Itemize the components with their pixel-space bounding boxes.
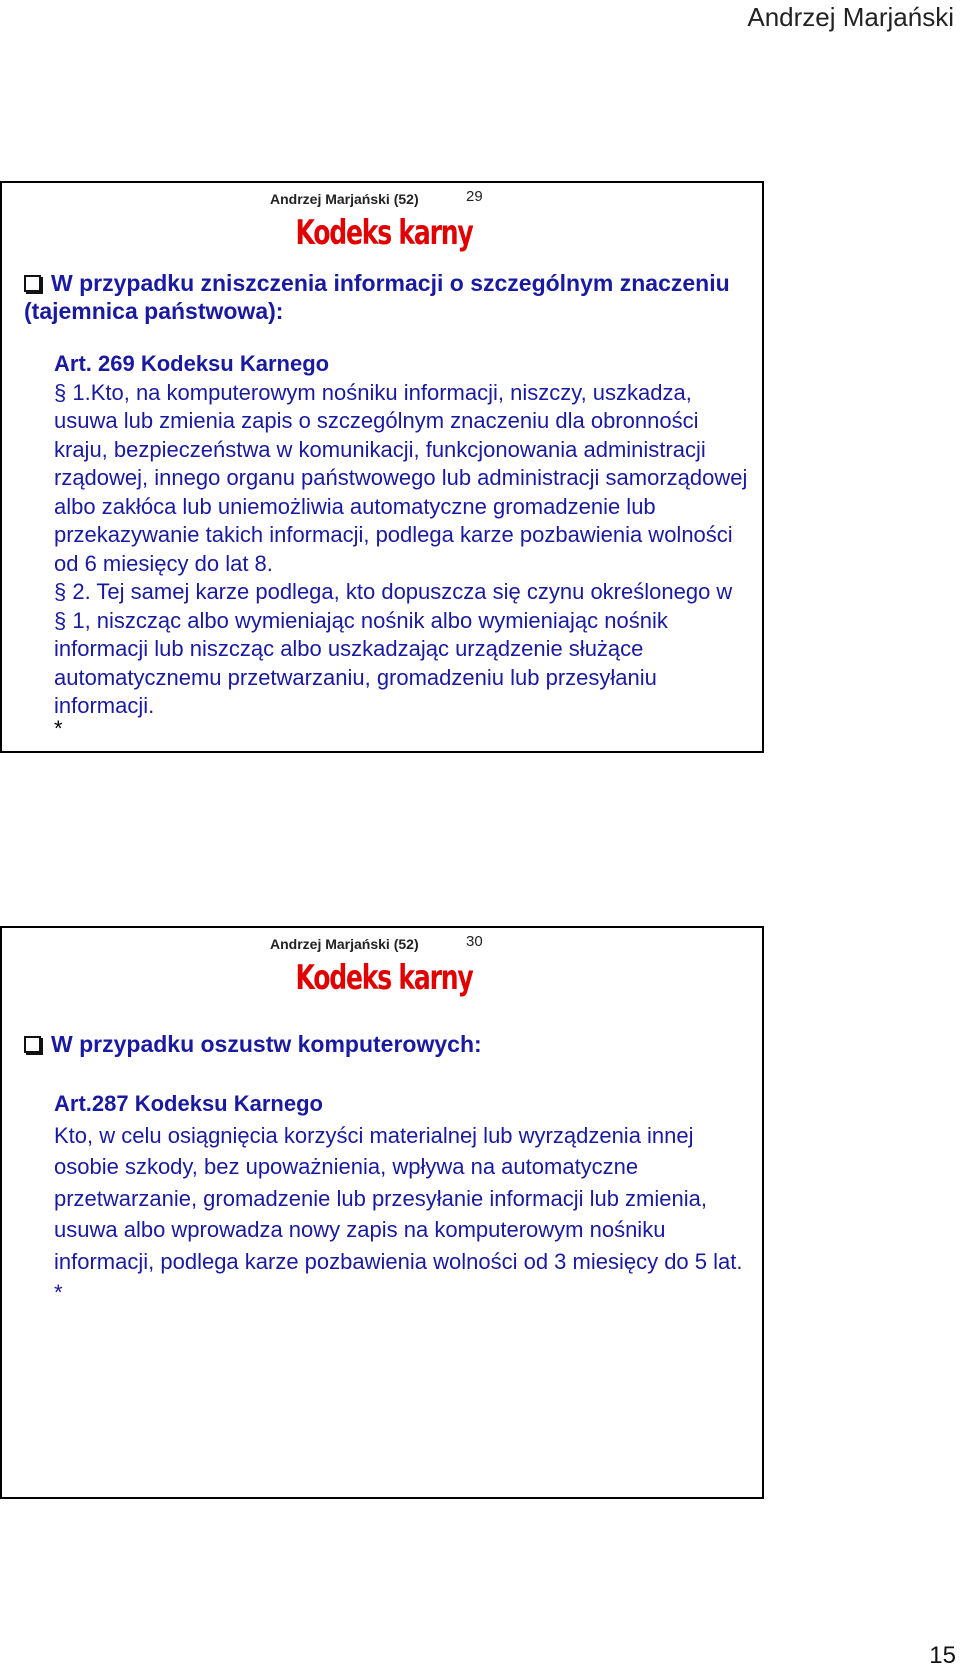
page-number: 15 xyxy=(929,1642,956,1669)
slide-content xyxy=(54,350,750,741)
bullet-heading xyxy=(24,269,752,325)
slide-meta: Andrzej Marjański (52) xyxy=(270,191,419,207)
footnote-marker: * xyxy=(54,715,63,741)
bullet-heading xyxy=(24,1030,752,1058)
article-title: Art. 269 Kodeksu Karnego xyxy=(54,351,330,376)
paragraph-1: Kto, w celu osiągnięcia korzyści materialnej lub wyrządzenia innej osobie szkody, bez upoważnienia, wpływa na automatyczne przetwarzanie, gromadzenie lub przesyłanie informacji lub zmienia, usuwa albo wprowadza nowy zapis na komputerowym nośniku informacji, podlega karze pozbawienia wolności od 3 miesięcy do 5 lat. * xyxy=(54,1122,743,1305)
slide-meta: Andrzej Marjański (52) xyxy=(270,936,419,952)
bullet-text: W przypadku zniszczenia informacji o szczególnym znaczeniu (tajemnica państwowa): xyxy=(24,270,730,324)
checkbox-bullet-icon xyxy=(24,275,41,292)
article-title: Art.287 Kodeksu Karnego xyxy=(54,1091,323,1116)
slide-content xyxy=(54,1088,750,1309)
slide-29 xyxy=(0,181,764,753)
slide-30 xyxy=(0,926,764,1499)
slide-number: 29 xyxy=(466,188,483,205)
slide-title: Kodeks karny xyxy=(295,213,473,253)
bullet-text: W przypadku oszustw komputerowych: xyxy=(51,1031,482,1057)
paragraph-2: § 2. Tej samej karze podlega, kto dopuszcza się czynu określonego w § 1, niszcząc albo wymieniając nośnik albo wymieniając nośnik informacji lub niszcząc albo uszkadzając urządzenie służące automatycznemu przetwarzaniu, gromadzeniu lub przesyłaniu informacji. xyxy=(54,579,733,718)
slide-title: Kodeks karny xyxy=(295,958,473,998)
checkbox-bullet-icon xyxy=(24,1036,41,1053)
slide-number: 30 xyxy=(466,933,483,950)
page-author: Andrzej Marjański xyxy=(747,2,954,32)
paragraph-1: § 1.Kto, na komputerowym nośniku informacji, niszczy, uszkadza, usuwa lub zmienia zapis o szczególnym znaczeniu dla obronności kraju, bezpieczeństwa w komunikacji, funkcjonowania administracji rządowej, innego organu państwowego lub administracji samorządowej albo zakłóca lub uniemożliwia automatyczne gromadzenie lub przekazywanie takich informacji, podlega karze pozbawienia wolności od 6 miesięcy do lat 8. xyxy=(54,379,748,576)
